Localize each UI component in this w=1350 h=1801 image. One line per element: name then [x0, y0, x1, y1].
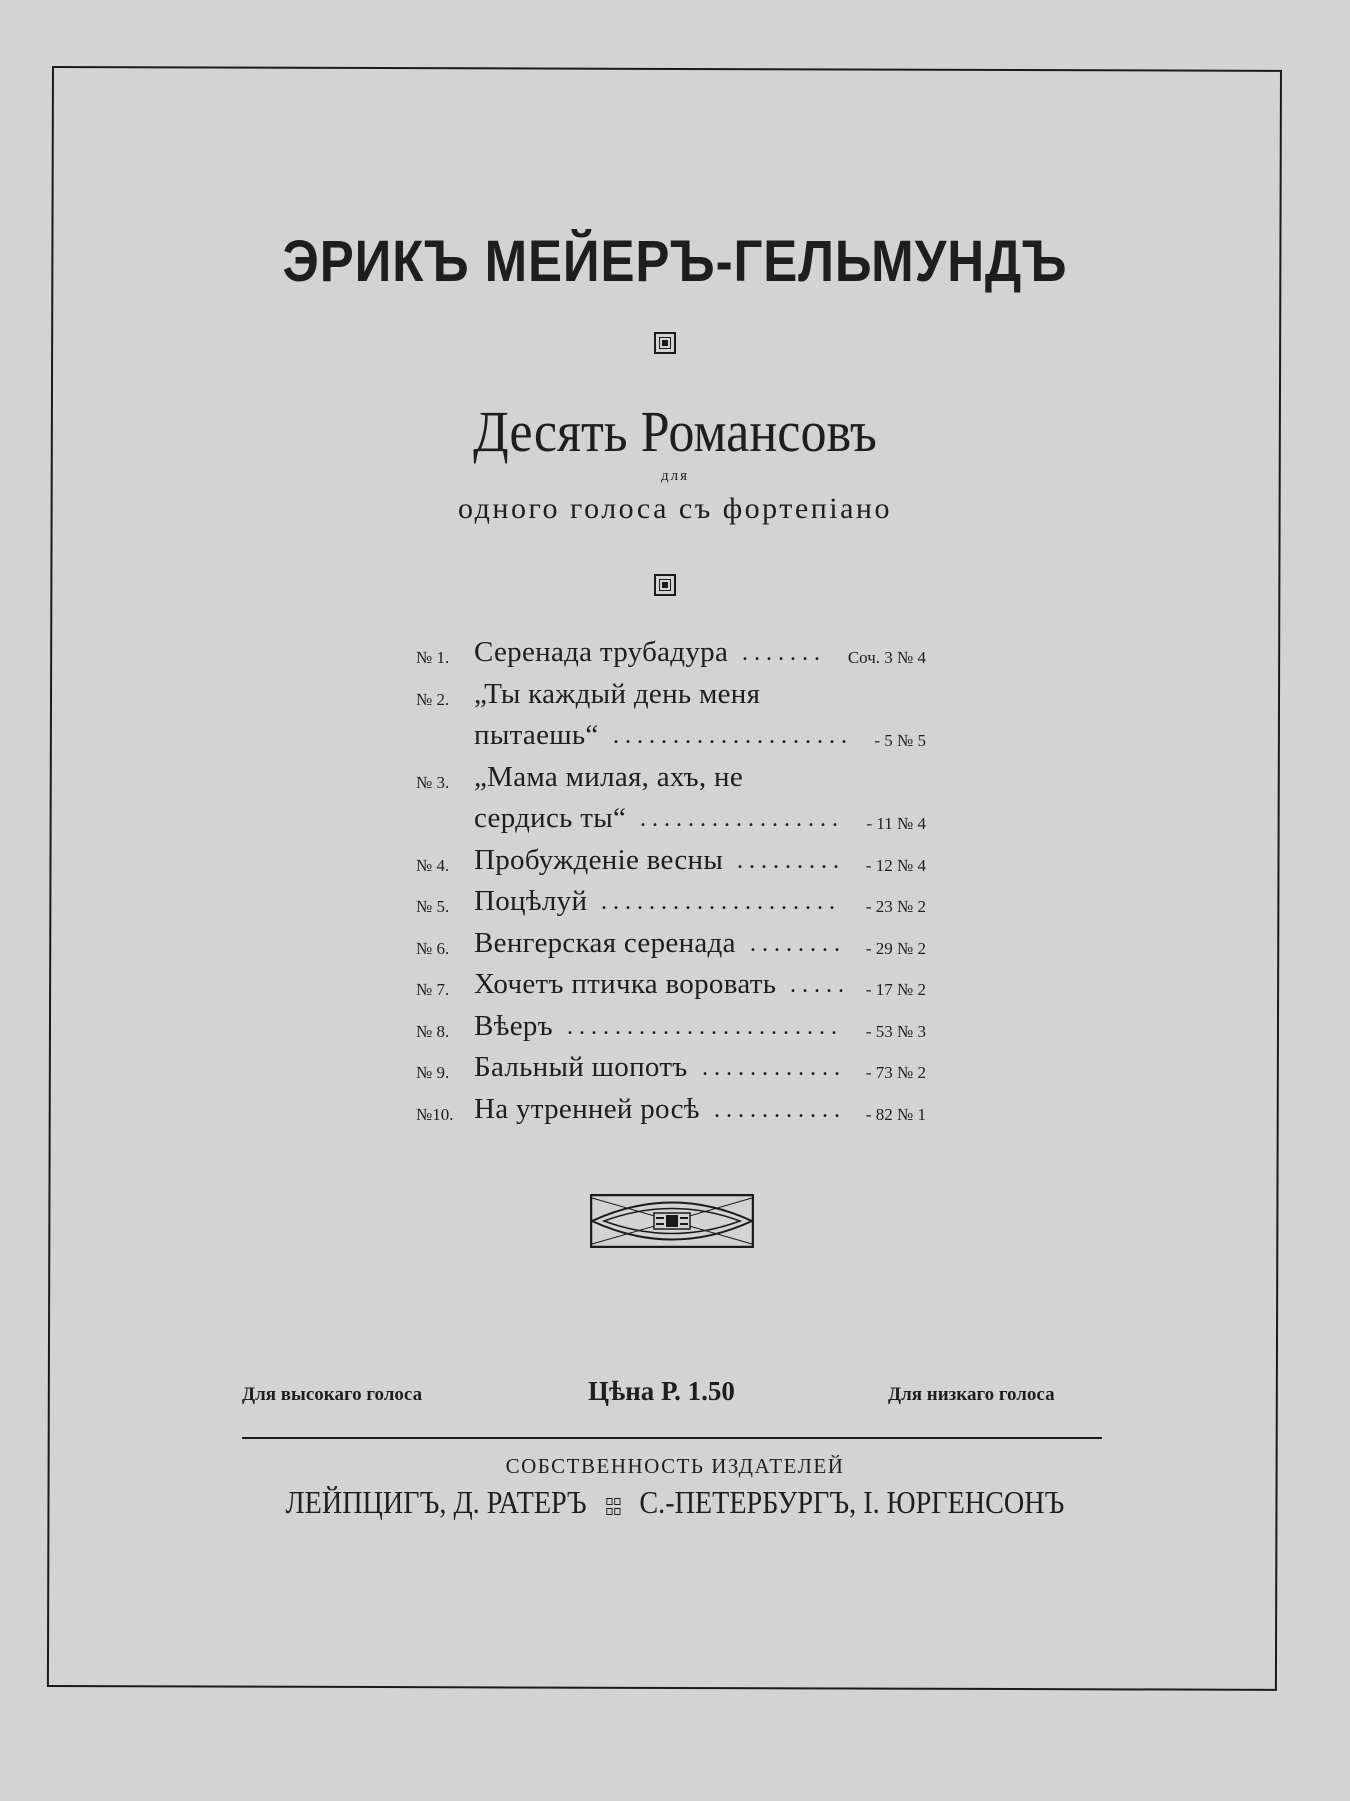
song-row	[416, 719, 926, 761]
price-row	[0, 1376, 1350, 1416]
song-number: № 5.	[416, 897, 450, 916]
song-row	[416, 1093, 926, 1135]
publisher-petersburg: С.-ПЕТЕРБУРГЪ, I. ЮРГЕНСОНЪ	[639, 1484, 1065, 1520]
song-title: Венгерская серенада	[474, 926, 736, 959]
song-row	[416, 844, 926, 886]
song-title: Вѣеръ	[474, 1009, 553, 1042]
square-ornament-top	[654, 332, 676, 354]
opus-number: - 12 № 4	[865, 855, 926, 875]
leader-dots: .......	[742, 640, 826, 666]
song-row	[416, 802, 926, 844]
opus-number: - 11 № 4	[866, 814, 926, 833]
song-number: № 8.	[416, 1021, 450, 1041]
separator-dots-icon	[606, 1496, 620, 1516]
song-number: № 4.	[416, 855, 450, 875]
song-row	[416, 885, 926, 927]
song-number: № 2.	[416, 689, 450, 709]
song-title: Бальный шопотъ	[474, 1051, 688, 1083]
composer-name: ЭРИКЪ МЕЙЕРЪ-ГЕЛЬМУНДЪ	[282, 229, 1068, 294]
high-voice-label: Для высокаго голоса	[242, 1384, 423, 1405]
leader-dots: ....................	[613, 723, 853, 749]
song-row	[416, 761, 926, 803]
price-label: Цѣна Р. 1.50	[588, 1376, 735, 1406]
opus-number: - 29 № 2	[865, 938, 926, 958]
for-word: для	[660, 468, 690, 484]
song-title: Хочетъ птичка воровать	[474, 968, 777, 1000]
song-row	[416, 1051, 926, 1093]
work-title: Десять Романсовъ	[473, 399, 877, 464]
low-voice-label: Для низкаго голоса	[888, 1384, 1055, 1405]
leader-dots: .....	[790, 972, 850, 998]
opus-number: - 82 № 1	[865, 1104, 926, 1124]
song-title: Пробужденіе весны	[474, 843, 724, 876]
song-title: пытаешь“	[474, 719, 599, 751]
leader-dots: ...........	[714, 1096, 846, 1123]
song-row	[416, 968, 926, 1010]
leader-dots: .......................	[567, 1013, 843, 1040]
song-row	[416, 1010, 926, 1052]
opus-number: - 23 № 2	[865, 897, 926, 916]
leader-dots: ....................	[601, 889, 841, 915]
song-number: № 7.	[416, 980, 450, 999]
leader-dots: .................	[640, 806, 844, 832]
square-ornament-middle	[654, 574, 676, 596]
song-number: №10.	[416, 1104, 454, 1124]
song-title: „Мама милая, ахъ, не	[474, 760, 744, 793]
song-row	[416, 636, 926, 678]
leader-dots: .........	[737, 847, 845, 874]
song-row	[416, 927, 926, 969]
decorative-cartouche-ornament	[590, 1194, 754, 1248]
song-number: № 9.	[416, 1063, 450, 1082]
song-list	[416, 636, 926, 1134]
opus-number: - 53 № 3	[865, 1021, 926, 1041]
leader-dots: ........	[750, 930, 846, 957]
song-number: № 1.	[416, 648, 450, 667]
song-number: № 6.	[416, 938, 450, 958]
publisher-label: СОБСТВЕННОСТЬ ИЗДАТЕЛЕЙ	[505, 1454, 845, 1478]
song-number: № 3.	[416, 772, 450, 792]
song-title: Поцѣлуй	[474, 885, 588, 917]
song-title: Серенада трубадура	[474, 636, 729, 668]
subtitle: одного голоса съ фортепіано	[458, 492, 892, 525]
song-title: „Ты каждый день меня	[474, 677, 761, 710]
opus-number: - 17 № 2	[865, 980, 926, 999]
song-row	[416, 678, 926, 720]
opus-number: - 5 № 5	[874, 731, 926, 750]
publishers-line	[81, 1484, 1269, 1521]
leader-dots: ............	[702, 1055, 846, 1081]
song-title: сердись ты“	[474, 802, 627, 834]
opus-number: Соч. 3 № 4	[847, 648, 926, 667]
song-title: На утренней росѣ	[474, 1092, 700, 1125]
divider-rule	[242, 1437, 1102, 1439]
opus-number: - 73 № 2	[865, 1063, 926, 1082]
publisher-leipzig: ЛЕЙПЦИГЪ, Д. РАТЕРЪ	[285, 1484, 587, 1520]
